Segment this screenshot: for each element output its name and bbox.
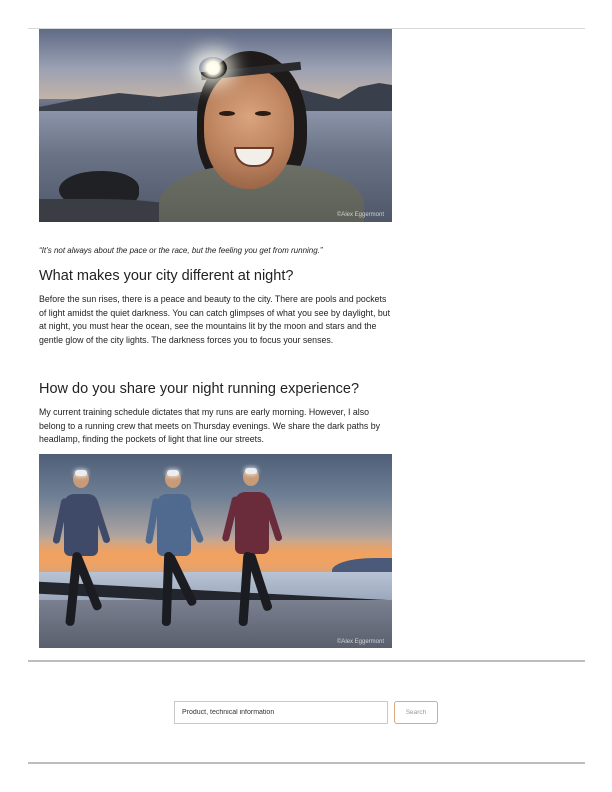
eye: [255, 111, 271, 116]
section-paragraph: Before the sun rises, there is a peace and beauty to the city. There are pools and pockets of light amidst the quiet darkness. You can catch glimpses of what you see by daylight, but at night, you must hear the ocean, see the mountains lit by the moon and stars and the gentle glow of the city lights. The darkness forces you to focus your senses.: [39, 294, 391, 346]
search-button[interactable]: Search: [394, 701, 438, 724]
section-heading: What makes your city different at night?: [39, 268, 294, 284]
three-runners-at-dusk-image: [39, 454, 392, 648]
photo-credit: ©Alex Eggermont: [336, 639, 384, 645]
headlamp-runner-portrait-image: [39, 29, 392, 222]
section-heading: How do you share your night running experience?: [39, 381, 360, 397]
runner-face: [204, 69, 294, 189]
pull-quote: “It’s not always about the pace or the race, but the feeling you get from running.”: [39, 246, 323, 255]
bottom-divider: [28, 762, 585, 764]
runner-figure: [53, 468, 113, 638]
search-input[interactable]: [174, 701, 388, 724]
runner-figure: [221, 466, 287, 638]
photo-credit: ©Alex Eggermont: [336, 212, 384, 218]
eye: [219, 111, 235, 116]
footer-divider: [28, 660, 585, 662]
runner-figure: [145, 468, 205, 638]
section-paragraph: My current training schedule dictates that my runs are early morning. However, I also belong to a running crew that meets on Thursday evenings. We share the dark paths by headlamp, finding the pockets of light that line our streets.: [39, 407, 380, 445]
headlamp-light: [199, 57, 227, 79]
